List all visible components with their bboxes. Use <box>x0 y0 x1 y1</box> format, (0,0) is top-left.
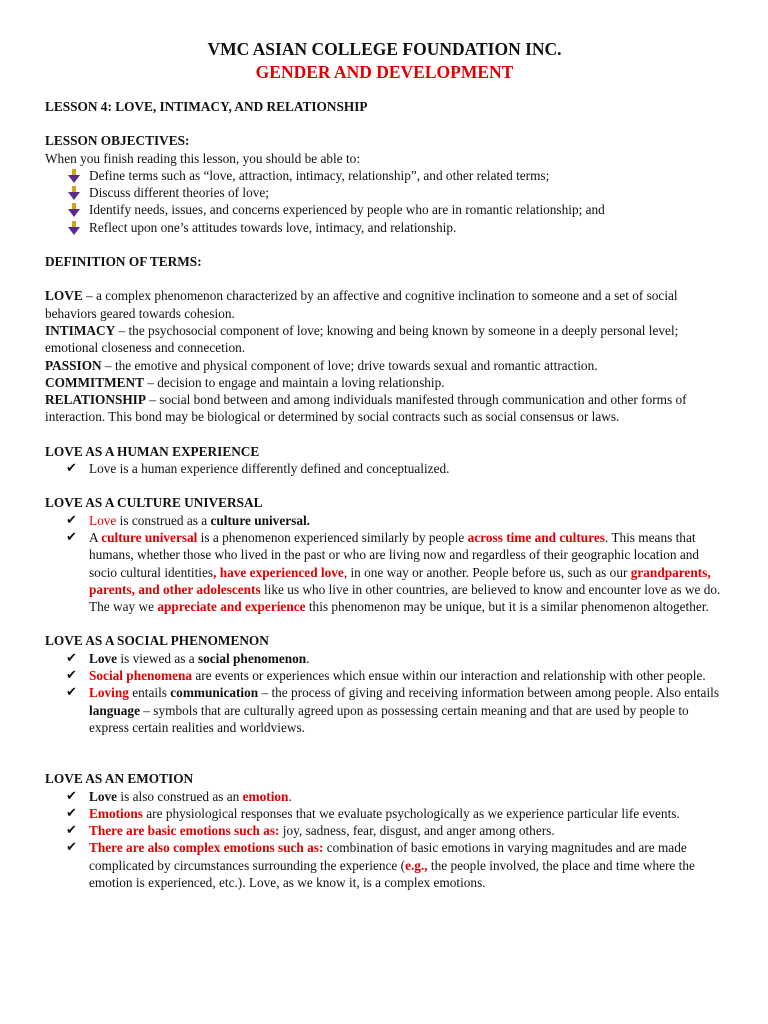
checkmark-icon: ✔ <box>66 788 77 804</box>
objectives-heading: LESSON OBJECTIVES: <box>45 133 190 149</box>
list-item: Discuss different theories of love; <box>45 184 724 201</box>
checkmark-icon: ✔ <box>66 685 77 701</box>
list-item: ✔ Love is construed as a culture universal. <box>66 512 310 528</box>
definition-commitment: COMMITMENT – decision to engage and maintain a loving relationship. <box>45 374 445 390</box>
list-item: Reflect upon one’s attitudes towards love, intimacy, and relationship. <box>45 219 724 236</box>
social-phenomenon-list <box>45 650 724 736</box>
list-item: ✔ There are basic emotions such as: joy, sadness, fear, disgust, and anger among others. <box>66 823 555 839</box>
list-item: ✔ Love is viewed as a social phenomenon. <box>66 650 310 666</box>
checkmark-icon: ✔ <box>66 512 77 528</box>
definition-relationship: RELATIONSHIP – social bond between and among individuals manifested through communication and other forms of interaction. This bond may be biological or determined by social contracts such as social consensus or laws. <box>45 392 687 425</box>
definition-intimacy: INTIMACY – the psychosocial component of love; knowing and being known by someone in a deeply personal level; emotional closeness and connecetion. <box>45 322 679 356</box>
emotion-list <box>45 788 724 892</box>
checkmark-icon: ✔ <box>66 668 77 684</box>
culture-universal-list <box>45 512 724 616</box>
human-experience-heading: LOVE AS A HUMAN EXPERIENCE <box>45 443 260 459</box>
checkmark-icon: ✔ <box>66 805 77 821</box>
list-item: ✔ A culture universal is a phenomenon experienced similarly by people across time and cultures. This means that humans, whether those who lived in the past or who are living now and regardless of their geographic location and socio cultural identities, have experienced love, in one way or another. People before us, such as our grandparents, parents, and other adolescents like us who live in other countries, are believed to know and encounter love as we do. The way we appreciate and experience this phenomenon may be unique, but it is a similar phenomenon altogether. <box>66 529 721 615</box>
checkmark-icon: ✔ <box>66 840 77 856</box>
objectives-list <box>45 167 724 236</box>
list-item: Define terms such as “love, attraction, intimacy, relationship”, and other related terms; <box>45 167 724 184</box>
definitions-heading: DEFINITION OF TERMS: <box>45 254 202 270</box>
objectives-intro: When you finish reading this lesson, you should be able to: <box>45 150 361 166</box>
list-item: ✔ Love is also construed as an emotion. <box>66 788 292 804</box>
checkmark-icon: ✔ <box>66 461 77 477</box>
down-arrow-bullet-icon <box>68 221 80 235</box>
list-item: ✔ Loving entails communication – the process of giving and receiving information between among people. Also entails language – symbols that are culturally agreed upon as possessing certain meaning and that are used by people to express certain realities and worldviews. <box>66 685 720 735</box>
list-item: ✔ Love is a human experience differently defined and conceptualized. <box>66 461 450 477</box>
list-item: ✔ Social phenomena are events or experiences which ensue within our interaction and relationship with other people. <box>66 668 706 684</box>
course-title: GENDER AND DEVELOPMENT <box>255 62 514 82</box>
list-item: ✔ There are also complex emotions such as: combination of basic emotions in varying magnitudes and are made complicated by circumstances surrounding the experience (e.g., the people involved, the place and time where the emotion is experienced, etc.). Love, as we know it, is a complex emotions. <box>66 840 695 890</box>
definition-love: LOVE – a complex phenomenon characterized by an affective and cognitive inclination to someone and a set of social behaviors geared towards cohesion. <box>45 288 678 321</box>
down-arrow-bullet-icon <box>68 169 80 183</box>
culture-universal-heading: LOVE AS A CULTURE UNIVERSAL <box>45 495 263 511</box>
lesson-title: LESSON 4: LOVE, INTIMACY, AND RELATIONSHIP <box>45 99 368 114</box>
list-item: ✔ Emotions are physiological responses that we evaluate psychologically as we experience particular life events. <box>66 805 680 821</box>
definition-passion: PASSION – the emotive and physical component of love; drive towards sexual and romantic attraction. <box>45 357 598 373</box>
down-arrow-bullet-icon <box>68 203 80 217</box>
checkmark-icon: ✔ <box>66 650 77 666</box>
list-item: Identify needs, issues, and concerns experienced by people who are in romantic relationship; and <box>45 201 724 218</box>
checkmark-icon: ✔ <box>66 823 77 839</box>
checkmark-icon: ✔ <box>66 529 77 545</box>
emotion-heading: LOVE AS AN EMOTION <box>45 771 194 787</box>
human-experience-list <box>45 460 724 477</box>
social-phenomenon-heading: LOVE AS A SOCIAL PHENOMENON <box>45 633 269 649</box>
down-arrow-bullet-icon <box>68 186 80 200</box>
org-title: VMC ASIAN COLLEGE FOUNDATION INC. <box>207 39 562 59</box>
